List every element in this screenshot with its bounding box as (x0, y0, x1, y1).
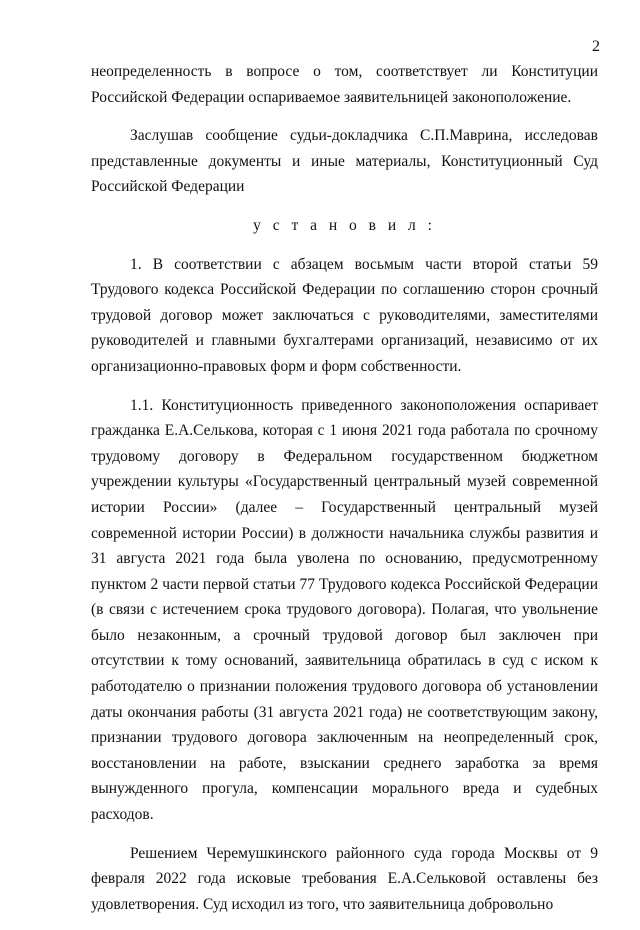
paragraph-court-decision: Решением Черемушкинского районного суда города Москвы от 9 февраля 2022 года исковые требования Е.А.Сельковой оставлены без удовлетворения. Суд исходил из того, что заявительница добровольно (91, 844, 598, 913)
page-number: 2 (592, 38, 600, 55)
paragraph-hearing: Заслушав сообщение судьи-докладчика С.П.Маврина, исследовав представленные документы и иные материалы, Конституционный Суд Российской Федерации (91, 127, 598, 196)
section-heading: у с т а н о в и л : (253, 216, 436, 234)
document-body (91, 59, 598, 930)
paragraph-continuation: неопределенность в вопросе о том, соответствует ли Конституции Российской Федерации оспариваемое заявительницей законоположение. (91, 63, 598, 106)
paragraph-point-1: 1. В соответствии с абзацем восьмым части второй статьи 59 Трудового кодекса Российской Федерации по соглашению сторон срочный трудовой договор может заключаться с руководителями, заместителями руководителей и главными бухгалтерами организаций, независимо от их организационно-правовых форм и форм собственности. (91, 255, 598, 375)
paragraph-point-1-1: 1.1. Конституционность приведенного законоположения оспаривает гражданка Е.А.Селькова, которая с 1 июня 2021 года работала по срочному трудовому договору в Федеральном государственном бюджетном учреждении культуры «Государственный центральный музей современной истории России» (далее – Государственный центральный музей современной истории России) в должности начальника службы развития и 31 августа 2021 года была уволена по основанию, предусмотренному пунктом 2 части первой статьи 77 Трудового кодекса Российской Федерации (в связи с истечением срока трудового договора). Полагая, что увольнение было незаконным, а срочный трудовой договор был заключен при отсутствии к тому оснований, заявительница обратилась в суд с иском к работодателю о признании положения трудового договора об установлении даты окончания работы (31 августа 2021 года) не соответствующим закону, признании трудового договора заключенным на неопределенный срок, восстановлении на работе, взыскании среднего заработка за время вынужденного прогула, компенсации морального вреда и судебных расходов. (91, 396, 598, 824)
